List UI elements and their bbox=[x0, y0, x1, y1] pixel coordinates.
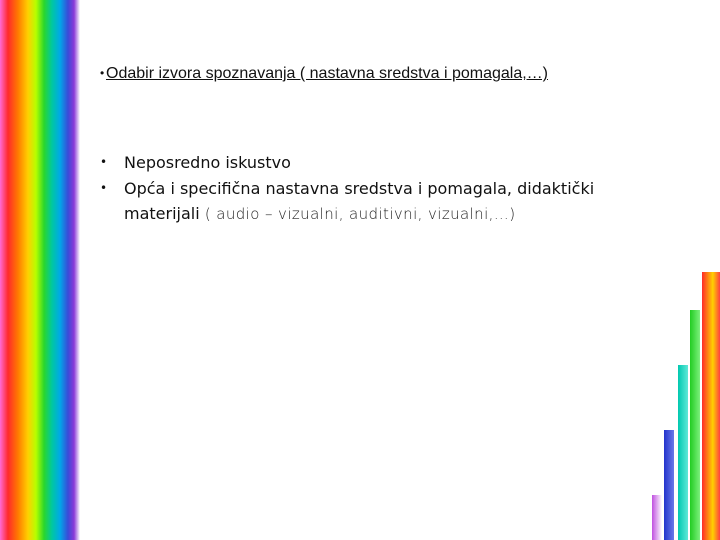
list-item bbox=[100, 176, 600, 227]
list-item-suffix: ( audio – vizualni, auditivni, vizualni,…) bbox=[199, 205, 516, 223]
rainbow-stair-5 bbox=[702, 272, 720, 540]
rainbow-stair-4 bbox=[690, 310, 700, 540]
rainbow-stair-3 bbox=[678, 365, 688, 540]
list-bullet: • bbox=[100, 155, 108, 169]
rainbow-stair-2 bbox=[664, 430, 674, 540]
slide-heading bbox=[100, 62, 580, 85]
rainbow-stair-1 bbox=[652, 495, 662, 540]
bullet-list bbox=[100, 150, 600, 228]
list-bullet: • bbox=[100, 181, 108, 195]
rainbow-stripe-left bbox=[0, 0, 80, 540]
heading-bullet: • bbox=[100, 66, 105, 80]
list-item-text: Opća i specifična nastavna sredstva i pomagala, didaktički materijali bbox=[124, 179, 595, 223]
heading-text: Odabir izvora spoznavanja ( nastavna sredstva i pomagala,…) bbox=[106, 65, 548, 82]
list-item bbox=[100, 150, 600, 175]
list-item-text: Neposredno iskustvo bbox=[124, 153, 291, 172]
